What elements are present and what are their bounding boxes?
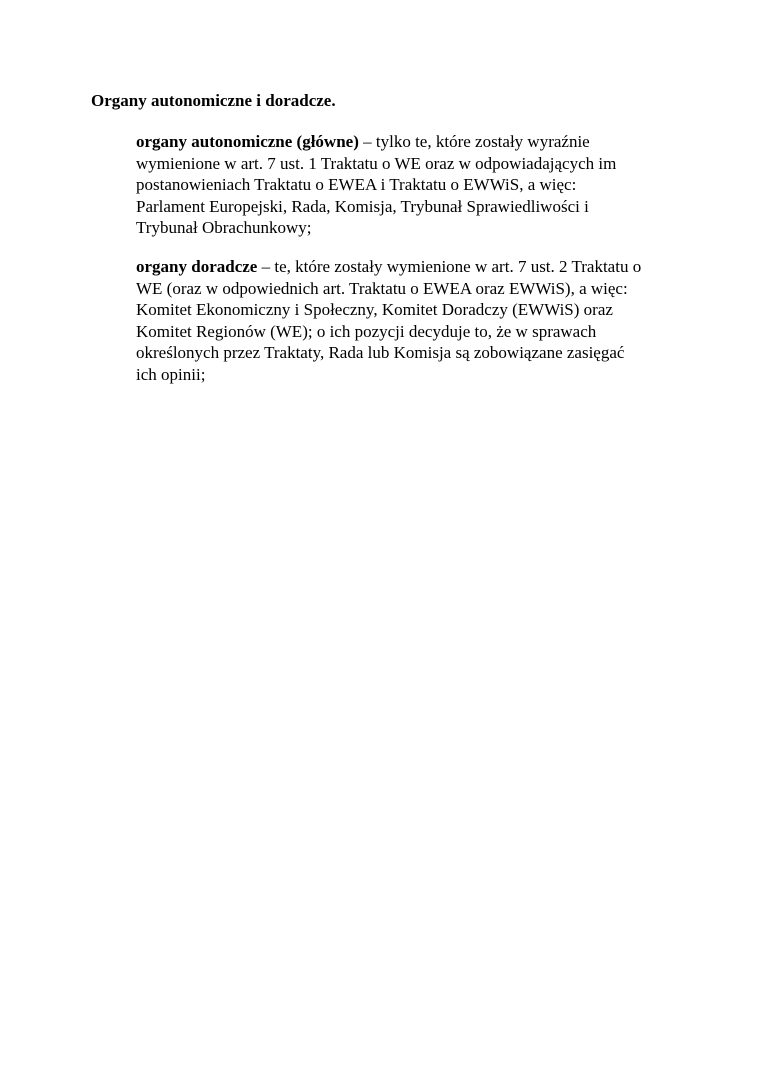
paragraph-line: Trybunał Obrachunkowy;	[136, 218, 312, 237]
paragraph-line	[136, 256, 696, 278]
paragraph-line: określonych przez Traktaty, Rada lub Komisja są zobowiązane zasięgać	[136, 343, 625, 362]
paragraph-line: WE (oraz w odpowiednich art. Traktatu o EWEA oraz EWWiS), a więc:	[136, 278, 628, 298]
line-text: – tylko te, które zostały wyraźnie	[358, 132, 590, 151]
document-heading: Organy autonomiczne i doradcze.	[91, 91, 336, 110]
paragraph-autonomous-organs	[136, 131, 696, 239]
paragraph-advisory-organs	[136, 256, 696, 385]
paragraph-line: wymienione w art. 7 ust. 1 Traktatu o WE oraz w odpowiadających im	[136, 153, 617, 173]
paragraph-line	[136, 131, 696, 153]
line-text: – te, które zostały wymienione w art. 7 ust. 2 Traktatu o	[257, 257, 642, 276]
bold-term: organy doradcze	[136, 257, 258, 276]
bold-term: organy autonomiczne (główne)	[136, 132, 359, 151]
paragraph-line: Parlament Europejski, Rada, Komisja, Trybunał Sprawiedliwości i	[136, 196, 589, 216]
paragraph-line: ich opinii;	[136, 364, 206, 384]
paragraph-line: Komitet Regionów (WE); o ich pozycji decyduje to, że w sprawach	[136, 321, 597, 341]
paragraph-line: postanowieniach Traktatu o EWEA i Traktatu o EWWiS, a więc:	[136, 175, 577, 194]
paragraph-line: Komitet Ekonomiczny i Społeczny, Komitet Doradczy (EWWiS) oraz	[136, 300, 613, 319]
